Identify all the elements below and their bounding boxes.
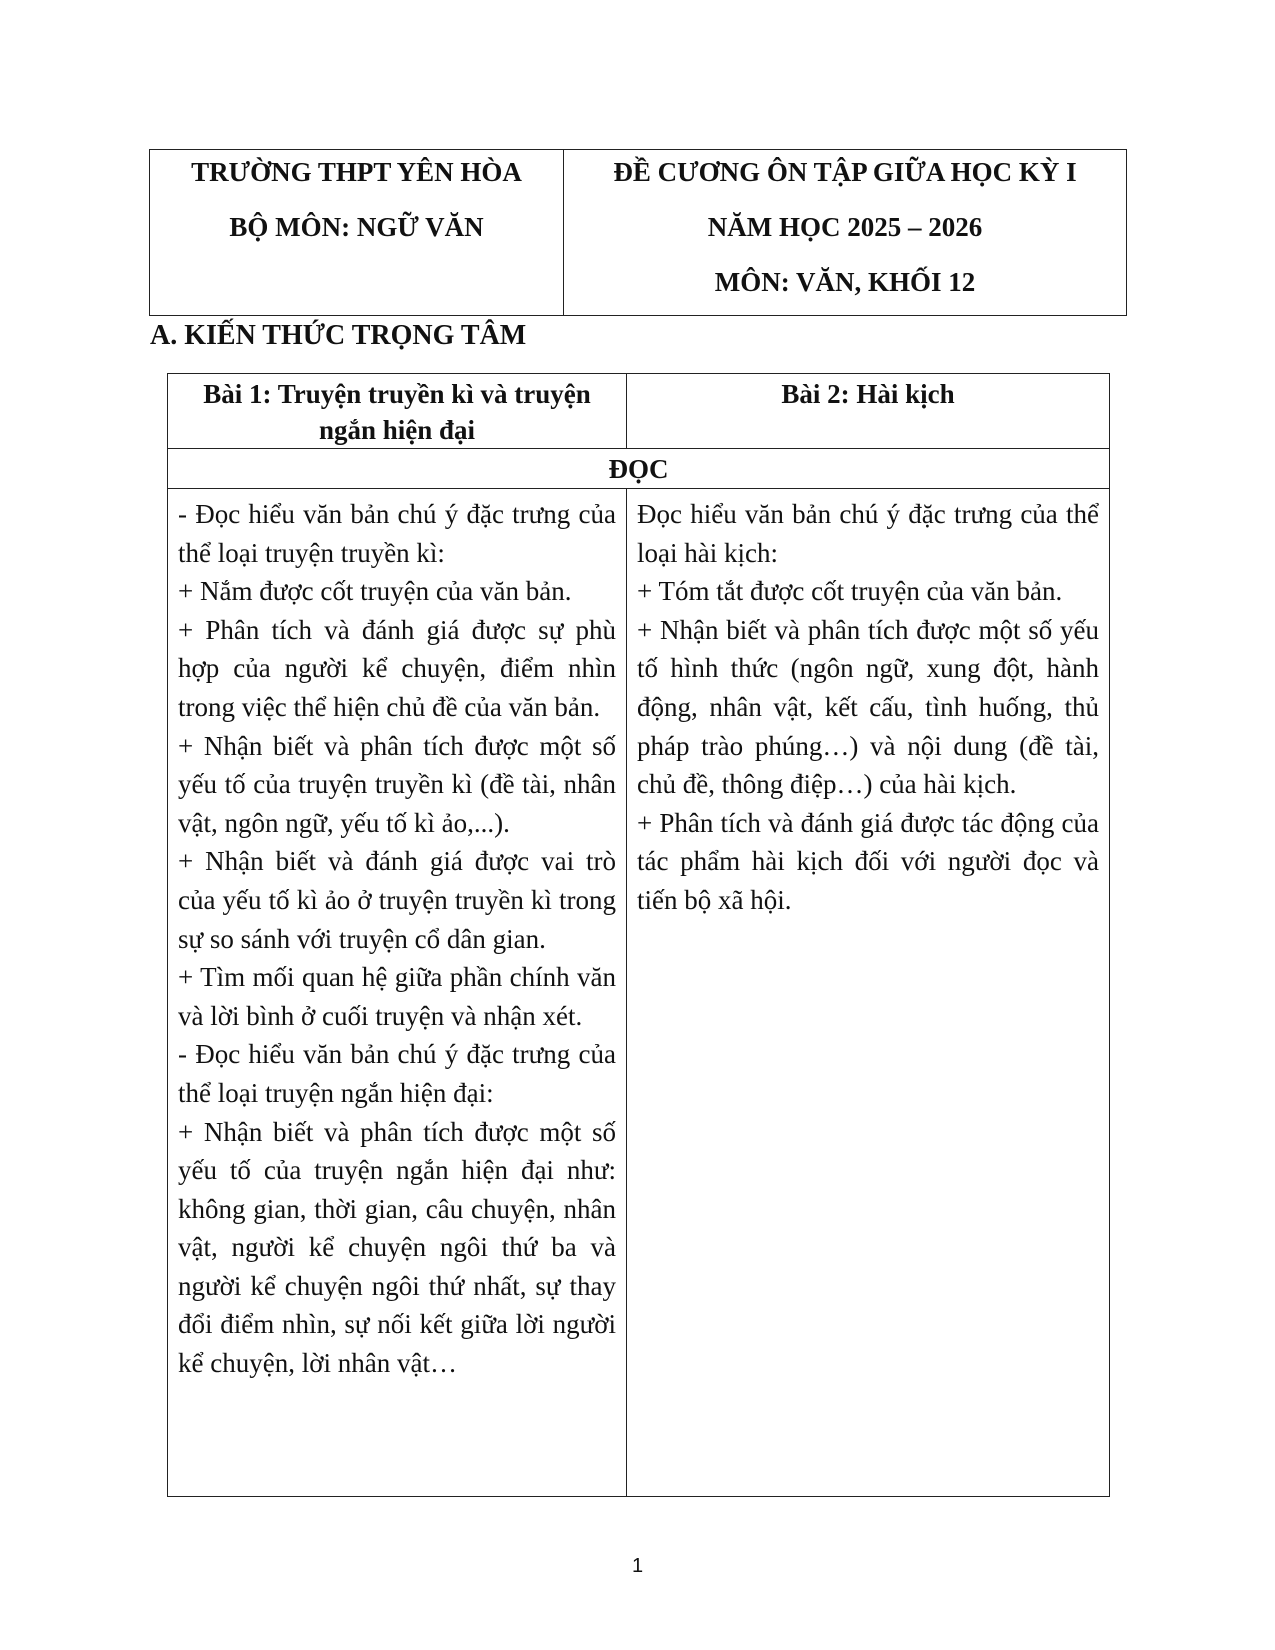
document-title: ĐỀ CƯƠNG ÔN TẬP GIỮA HỌC KỲ I — [613, 157, 1077, 187]
list-item: - Đọc hiểu văn bản chú ý đặc trưng của thể loại truyện truyền kì: — [178, 499, 616, 568]
col2-content — [627, 489, 1110, 1497]
list-item: + Tóm tắt được cốt truyện của văn bản. — [637, 576, 1063, 607]
table-header-row — [168, 374, 1110, 449]
list-item: + Nhận biết và phân tích được một số yếu tố của truyện truyền kì (đề tài, nhân vật, ngôn ngữ, yếu tố kì ảo,...). — [178, 730, 616, 838]
list-item: + Nắm được cốt truyện của văn bản. — [178, 576, 572, 607]
reading-header: ĐỌC — [168, 449, 1110, 489]
list-item: - Đọc hiểu văn bản chú ý đặc trưng của thể loại truyện ngắn hiện đại: — [178, 1039, 616, 1108]
col2-header: Bài 2: Hài kịch — [627, 374, 1110, 449]
reading-row-header — [168, 449, 1110, 489]
list-item: + Phân tích và đánh giá được sự phù hợp của người kể chuyện, điểm nhìn trong việc thể hiện chủ đề của văn bản. — [178, 614, 616, 722]
school-name: TRƯỜNG THPT YÊN HÒA — [191, 157, 522, 187]
list-item: + Tìm mối quan hệ giữa phần chính văn và lời bình ở cuối truyện và nhận xét. — [178, 962, 616, 1031]
department-name: BỘ MÔN: NGỮ VĂN — [229, 212, 484, 242]
table-body-row — [168, 489, 1110, 1497]
list-item: + Phân tích và đánh giá được tác động của tác phẩm hài kịch đối với người đọc và tiến bộ xã hội. — [637, 807, 1099, 915]
list-item: + Nhận biết và phân tích được một số yếu tố của truyện ngắn hiện đại như: không gian, thời gian, câu chuyện, nhân vật, người kể chuyện ngôi thứ ba và người kể chuyện ngôi thứ nhất, sự thay đổi điểm nhìn, sự nối kết giữa lời người kể chuyện, lời nhân vật… — [178, 1116, 616, 1379]
list-item: + Nhận biết và đánh giá được vai trò của yếu tố kì ảo ở truyện truyền kì trong sự so sánh với truyện cổ dân gian. — [178, 846, 616, 954]
list-item: + Nhận biết và phân tích được một số yếu tố hình thức (ngôn ngữ, xung đột, hành động, nhân vật, kết cấu, tình huống, thủ pháp trào phúng…) và nội dung (đề tài, chủ đề, thông điệp…) của hài kịch. — [637, 614, 1099, 800]
document-title-cell — [564, 150, 1127, 316]
col1-header: Bài 1: Truyện truyền kì và truyện ngắn hiện đại — [168, 374, 627, 449]
section-title: A. KIẾN THỨC TRỌNG TÂM — [150, 320, 527, 351]
list-item: Đọc hiểu văn bản chú ý đặc trưng của thể loại hài kịch: — [637, 499, 1099, 568]
page-number: 1 — [631, 1555, 644, 1577]
school-year: NĂM HỌC 2025 – 2026 — [707, 212, 983, 242]
subject-grade: MÔN: VĂN, KHỐI 12 — [714, 267, 976, 297]
school-info-cell — [150, 150, 564, 316]
knowledge-table — [167, 373, 1110, 1497]
col1-content — [168, 489, 627, 1497]
document-header-table — [149, 149, 1127, 316]
